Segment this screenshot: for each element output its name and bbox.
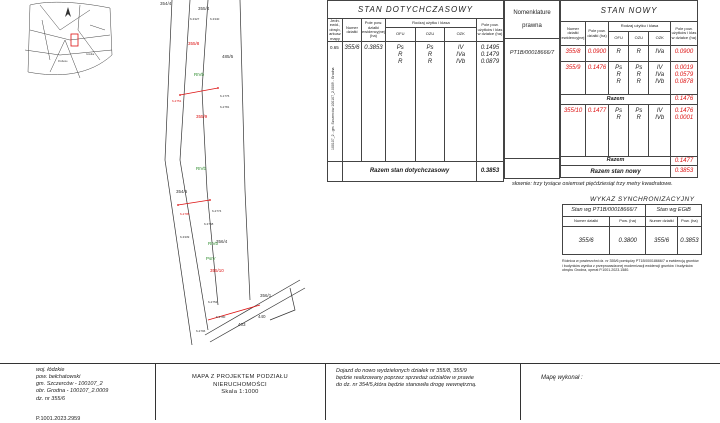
hdr-pole-uzytku: Pole pow. użytków i klas w działce (ha): [477, 19, 504, 42]
parcel-label-355-9: 355/9: [196, 114, 208, 119]
footer-divider: [325, 363, 326, 420]
use-label-psiv: PsIV: [206, 256, 216, 261]
parcel-label-354-5: 354/5: [176, 189, 188, 194]
new-areas-list: 0.0019 0.0579 0.0878: [671, 62, 698, 95]
parcel-label-440: 440: [258, 314, 266, 319]
parcel-label-355-8: 355/8: [188, 41, 200, 46]
sync-title: WYKAZ SYNCHRONIZACYJNY: [590, 196, 695, 203]
new-hdr-ozk: OZK: [649, 31, 671, 45]
locmap-label-podlesie: Podlesie: [58, 60, 68, 63]
new-state-table: [560, 0, 698, 178]
table-row: [561, 104, 698, 156]
ark-value: 0.65: [330, 44, 339, 50]
point-id: 6-3339: [180, 235, 190, 239]
table-row: [561, 62, 698, 95]
footer-divider: [155, 363, 156, 420]
parcel-label-356-1: 356/1: [260, 293, 272, 298]
new-ozu: R: [629, 45, 649, 62]
new-pole: 0.1477: [586, 104, 609, 156]
use-label-rivb-1: RIVb: [194, 72, 205, 77]
use-label-rivb-2: RIVb: [196, 166, 207, 171]
new-hdr-ozu: OZU: [629, 31, 649, 45]
old-ozk-list: IV IVa IVb: [445, 41, 477, 161]
cadastral-map: [150, 0, 320, 345]
new-area: 0.0900: [671, 45, 698, 62]
old-total-label: Razem stan dotychczasowy: [343, 161, 477, 181]
point-id: 6-2774: [212, 209, 222, 213]
parcel-boundary-left: [165, 0, 192, 345]
old-total: 0.3853: [477, 161, 504, 181]
new-ofu-list: Ps R R: [609, 62, 629, 95]
sync-col1: Stan wg PT1B/00018666/7: [563, 205, 646, 217]
point-id: 6-3340: [210, 17, 220, 21]
parcel-label-354-4: 354/4: [160, 1, 172, 6]
hdr-nr-dzialki: Numer działki: [343, 19, 362, 42]
footer-cut-line: P.1001.2023.2959: [36, 416, 81, 422]
razem-label-1: Razem: [561, 95, 671, 104]
sync-val: 355/6: [563, 227, 610, 255]
sync-col2: Stan wg EGiB: [646, 205, 702, 217]
point-id: 6-2796: [196, 329, 206, 333]
parcel-label-355-4: 355/4: [198, 6, 210, 11]
new-ozk-list: IV IVb: [649, 104, 671, 156]
footer-location: woj. łódzkie pow. bełchatowski gm. Szczerców - 100107_2 obr. Grodna - 100107_2.0009 dz. nr 355/6: [36, 367, 109, 402]
new-total: 0.3853: [671, 166, 698, 178]
point-id: 6-2751: [172, 99, 182, 103]
locmap-label-gradka: Grodka: [86, 53, 95, 56]
footer-divider: [520, 363, 521, 420]
sync-sub: Pow. (ha): [610, 217, 646, 227]
sync-table: [562, 204, 702, 255]
old-areas-list: 0.1495 0.1479 0.0879: [477, 41, 504, 161]
parcel-label-403: 403: [238, 322, 246, 327]
new-areas-list: 0.1476 0.0001: [671, 104, 698, 156]
north-arrow-icon: [64, 4, 72, 14]
point-id: 6-2795: [180, 212, 190, 216]
sync-val: 355/6: [646, 227, 678, 255]
old-state-title: STAN DOTYCHCZASOWY: [328, 1, 504, 19]
hdr-ozk: OZK: [445, 28, 477, 42]
footer-scale: Skala 1:1000: [221, 389, 259, 396]
new-ofu-list: Ps R: [609, 104, 629, 156]
new-nr: 355/8: [561, 45, 586, 62]
razem-value-1: 0.1476: [671, 95, 698, 104]
parcel-label-356-4: 356/4: [216, 239, 228, 244]
hdr-ozu: OZU: [415, 28, 445, 42]
sync-val: 0.3800: [610, 227, 646, 255]
nomenclature-value: PT1B/00018666/7: [505, 39, 560, 159]
new-pole: 0.1476: [586, 62, 609, 95]
parcel-label-485-5: 485/5: [222, 54, 234, 59]
slownie-text: słownie: trzy tysiące osiemset pięćdziesiąt trzy metry kwadratowe.: [512, 181, 673, 187]
sync-sub: Pow. (ha): [677, 217, 701, 227]
new-ofu: R: [609, 45, 629, 62]
new-pole: 0.0900: [586, 45, 609, 62]
new-nr: 355/10: [561, 104, 586, 156]
point-id: 6-3327: [190, 17, 200, 21]
point-id: 6-2752: [208, 300, 218, 304]
sync-sub: Numer działki: [563, 217, 610, 227]
old-ozu-list: Ps R R: [415, 41, 445, 161]
old-state-table: [327, 0, 504, 182]
nomenclature-header: Nomenklature prawna: [505, 1, 560, 39]
table-row: [561, 45, 698, 62]
razem-value-2: 0.1477: [671, 156, 698, 165]
new-state-title: STAN NOWY: [561, 1, 698, 22]
old-pole: 0.3853: [362, 41, 386, 161]
use-label-rivb-3: RIVb: [208, 241, 219, 246]
new-total-label: Razem stan nowy: [561, 166, 671, 178]
point-id: 6-1776: [220, 94, 230, 98]
old-nr-dzialki: 355/6: [343, 41, 362, 161]
parcel-boundary-mid: [180, 0, 208, 330]
footer-mape-label: Mapę wykonał :: [541, 375, 583, 381]
parcel-boundary-far: [240, 0, 250, 300]
old-ofu-list: Ps R R: [385, 41, 415, 161]
hdr-uzytki: Rodzaj użytku i klasa: [385, 19, 476, 28]
point-id: 6-2781: [220, 105, 230, 109]
sync-note: Różnica w powierzchni dz. nr 355/6 pomiędzy PT1B/00018666/7 a ewidencją gruntów i budynków wynika z przeprowadzonej modernizacji ewidencji gruntów i budynków obrębu Grodna, operat P.1001.2023.1580.: [562, 259, 699, 273]
footer-title: MAPA Z PROJEKTEM PODZIAŁU NIERUCHOMOŚCI Skala 1:1000: [160, 374, 320, 397]
sync-sub: Numer działki: [646, 217, 678, 227]
point-id: 6-2780: [216, 315, 226, 319]
razem-label-2: Razem: [561, 156, 671, 165]
new-hdr-pole: Pole pow. działki (ha): [586, 22, 609, 46]
sync-val: 0.3853: [677, 227, 701, 255]
hdr-jed-ewid: Jedn. ewid., obręb, arkusz mapy: [329, 18, 341, 41]
location-marker: [71, 34, 78, 46]
new-ozk: IVa: [649, 45, 671, 62]
hdr-ofu: OFU: [385, 28, 415, 42]
new-hdr-pole-uzytku: Pole pow. użytków i klas w działce (ha): [671, 22, 698, 46]
point-id: 6-3758: [204, 222, 214, 226]
new-nr: 355/9: [561, 62, 586, 95]
parcel-label-355-10: 355/10: [210, 268, 224, 273]
new-ozu-list: Ps R: [629, 104, 649, 156]
new-hdr-uzytki: Rodzaj użytku i klasa: [609, 22, 671, 31]
nomenclature-table: [504, 0, 560, 179]
new-ozu-list: Ps R R: [629, 62, 649, 95]
footer-note: Dojazd do nowo wydzielonych działek nr 355/8, 355/9 będzie realizowany poprzez sprzedaż udziałów w prawie do dz. nr 354/5,która będzie stanowiła drogę wewnętrzną.: [336, 368, 477, 389]
new-ozk-list: IV IVa IVb: [649, 62, 671, 95]
new-hdr-nr: Numer działki ewidencyjnej: [561, 22, 586, 46]
vertical-location: 100107_2 - gm. Szczerców 100107_2.0009 - Grodna: [331, 67, 335, 150]
new-hdr-ofu: OFU: [609, 31, 629, 45]
nomenclature-sub: prawna: [522, 22, 542, 29]
hdr-pole: Pole pow. działki ewidencyjnej (ha): [362, 19, 386, 42]
cell-jed-ewid: [328, 41, 343, 161]
